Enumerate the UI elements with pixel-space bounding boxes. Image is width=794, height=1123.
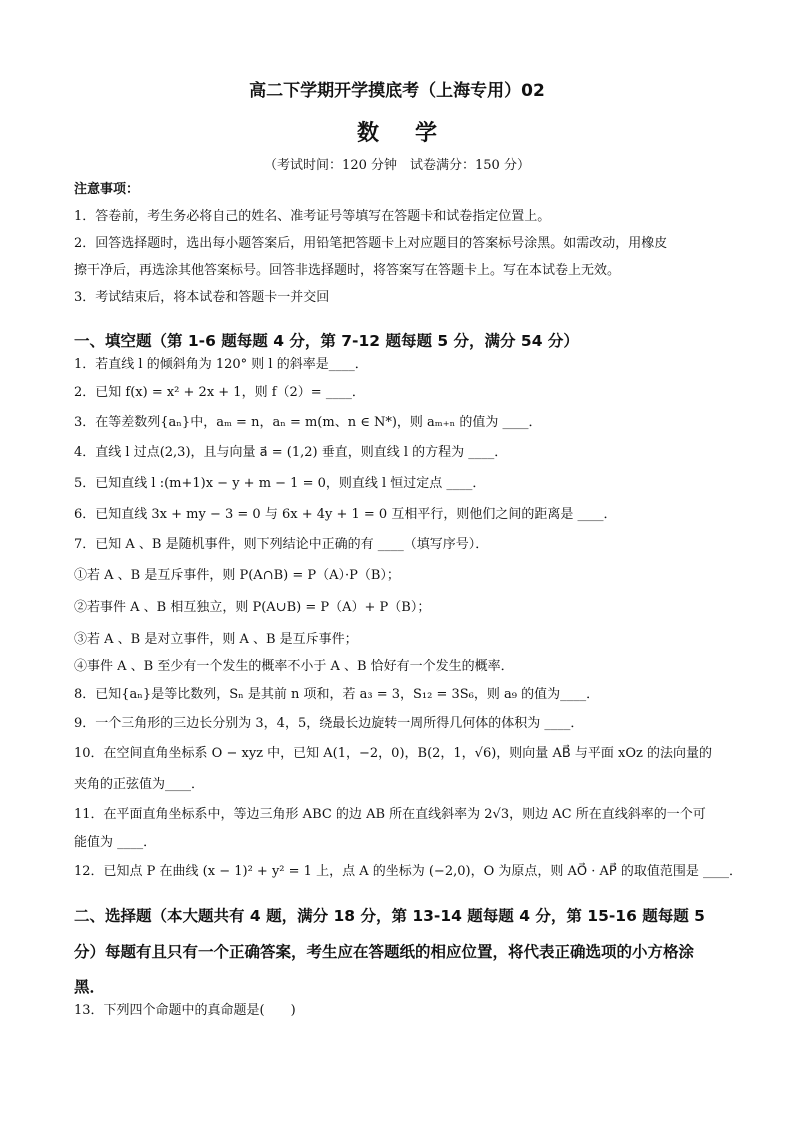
question-line: 12．已知点 P 在曲线 (x − 1)² + y² = 1 上，点 A 的坐标为 (−2,0)，O 为原点，则 AO⃗ · AP⃗ 的取值范围是 ____． [74,864,743,879]
notice-item: 擦干净后，再选涂其他答案标号。回答非选择题时，将答案写在答题卡上。写在本试卷上无效。 [74,263,621,278]
question-line: 13．下列四个命题中的真命题是( ) [74,1003,296,1018]
question-line: 4．直线 l 过点(2,3)，且与向量 a⃗ = (1,2) 垂直，则直线 l 的方程为 ____． [74,445,508,460]
section1-heading: 一、填空题（第 1-6 题每题 4 分，第 7-12 题每题 5 分，满分 54 分） [74,332,579,350]
question-line: 7．已知 A 、B 是随机事件，则下列结论中正确的有 ____（填写序号）． [74,537,489,552]
question-line: 能值为 ____． [74,835,157,850]
option-line: ③若 A 、B 是对立事件，则 A 、B 是互斥事件； [74,632,358,647]
option-line: ②若事件 A 、B 相互独立，则 P(A∪B) = P（A）+ P（B）； [74,600,431,615]
question-line: 5．已知直线 l :(m+1)x − y + m − 1 = 0，则直线 l 恒过定点 ____． [74,476,486,491]
section2-heading: 黑． [74,978,106,996]
option-line: ①若 A 、B 是互斥事件，则 P(A∩B) = P（A）·P（B）； [74,568,400,583]
subject-title: 数学 [356,121,473,146]
exam-title: 高二下学期开学摸底考（上海专用）02 [249,81,545,101]
notice-item: 3．考试结束后，将本试卷和答题卡一并交回 [74,290,330,305]
question-line: 8．已知{aₙ}是等比数列，Sₙ 是其前 n 项和，若 a₃ = 3，S₁₂ = 3S₆，则 a₉ 的值为____． [74,687,600,702]
question-line: 2．已知 f(x) = x² + 2x + 1，则 f（2）= ____． [74,385,365,400]
question-line: 6．已知直线 3x + my − 3 = 0 与 6x + 4y + 1 = 0 互相平行，则他们之间的距离是 ____． [74,507,617,522]
notice-heading: 注意事项： [74,182,140,197]
option-line: ④事件 A 、B 至少有一个发生的概率不小于 A 、B 恰好有一个发生的概率． [74,659,514,674]
notice-item: 2．回答选择题时，选出每小题答案后，用铅笔把答题卡上对应题目的答案标号涂黑。如需改动，用橡皮 [74,236,668,251]
section2-heading: 分）每题有且只有一个正确答案，考生应在答题纸的相应位置，将代表正确选项的小方格涂 [74,943,695,961]
notice-item: 1．答卷前，考生务必将自己的姓名、准考证号等填写在答题卡和试卷指定位置上。 [74,209,551,224]
question-line: 3．在等差数列{aₙ}中，aₘ = n，aₙ = m(m、n ∈ N*)，则 aₘ₊ₙ 的值为 ____． [74,415,542,430]
exam-time-and-score: （考试时间：120 分钟 试卷满分：150 分） [264,158,530,173]
question-line: 9．一个三角形的三边长分别为 3，4，5，绕最长边旋转一周所得几何体的体积为 ____． [74,716,584,731]
question-line: 1．若直线 l 的倾斜角为 120° 则 l 的斜率是____． [74,357,368,372]
question-line: 夹角的正弦值为____． [74,777,205,792]
section2-heading: 二、选择题（本大题共有 4 题，满分 18 分，第 13-14 题每题 4 分，第 15-16 题每题 5 [74,907,705,925]
question-line: 10．在空间直角坐标系 O − xyz 中，已知 A(1，−2，0)，B(2，1，√6)，则向量 AB⃗ 与平面 xOz 的法向量的 [74,746,712,761]
question-line: 11．在平面直角坐标系中，等边三角形 ABC 的边 AB 所在直线斜率为 2√3，则边 AC 所在直线斜率的一个可 [74,807,706,822]
